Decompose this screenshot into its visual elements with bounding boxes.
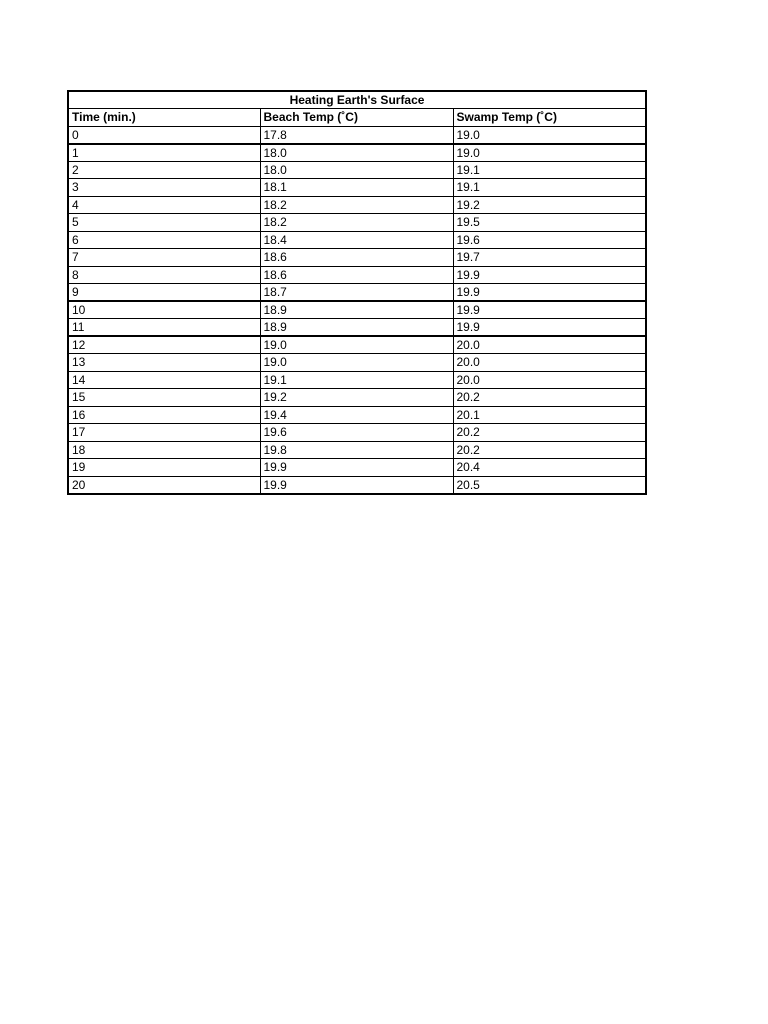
cell-time: 15 — [68, 389, 260, 407]
cell-swamp-temp: 19.9 — [453, 266, 646, 284]
cell-time: 2 — [68, 161, 260, 179]
cell-beach-temp: 19.1 — [260, 371, 453, 389]
cell-swamp-temp: 19.0 — [453, 126, 646, 144]
cell-swamp-temp: 19.6 — [453, 231, 646, 249]
cell-beach-temp: 17.8 — [260, 126, 453, 144]
cell-time: 4 — [68, 196, 260, 214]
cell-swamp-temp: 20.2 — [453, 389, 646, 407]
cell-time: 16 — [68, 406, 260, 424]
cell-beach-temp: 18.9 — [260, 301, 453, 319]
cell-swamp-temp: 19.2 — [453, 196, 646, 214]
table-row — [68, 459, 646, 477]
cell-time: 12 — [68, 336, 260, 354]
table-row — [68, 144, 646, 162]
table-row — [68, 214, 646, 232]
table-row — [68, 424, 646, 442]
cell-beach-temp: 19.0 — [260, 354, 453, 372]
table-row — [68, 266, 646, 284]
cell-beach-temp: 18.2 — [260, 196, 453, 214]
cell-swamp-temp: 19.9 — [453, 284, 646, 302]
column-header-beach-temp: Beach Temp (˚C) — [260, 109, 453, 127]
cell-swamp-temp: 19.5 — [453, 214, 646, 232]
cell-beach-temp: 18.6 — [260, 249, 453, 267]
cell-time: 17 — [68, 424, 260, 442]
cell-swamp-temp: 20.0 — [453, 354, 646, 372]
table-header — [68, 91, 646, 126]
cell-beach-temp: 19.9 — [260, 476, 453, 494]
cell-beach-temp: 18.0 — [260, 144, 453, 162]
column-header-swamp-temp: Swamp Temp (˚C) — [453, 109, 646, 127]
table-row — [68, 319, 646, 337]
table-row — [68, 371, 646, 389]
column-header-row — [68, 109, 646, 127]
table-row — [68, 231, 646, 249]
table-row — [68, 389, 646, 407]
table-row — [68, 179, 646, 197]
cell-time: 19 — [68, 459, 260, 477]
cell-time: 6 — [68, 231, 260, 249]
cell-swamp-temp: 19.7 — [453, 249, 646, 267]
title-row — [68, 91, 646, 109]
cell-swamp-temp: 20.1 — [453, 406, 646, 424]
cell-time: 0 — [68, 126, 260, 144]
cell-swamp-temp: 19.9 — [453, 319, 646, 337]
cell-time: 11 — [68, 319, 260, 337]
table-row — [68, 126, 646, 144]
cell-time: 8 — [68, 266, 260, 284]
cell-time: 1 — [68, 144, 260, 162]
cell-swamp-temp: 20.2 — [453, 441, 646, 459]
column-header-time: Time (min.) — [68, 109, 260, 127]
table-title: Heating Earth's Surface — [68, 91, 646, 109]
data-table — [67, 90, 647, 495]
cell-beach-temp: 19.2 — [260, 389, 453, 407]
table-row — [68, 249, 646, 267]
table-row — [68, 406, 646, 424]
cell-swamp-temp: 19.0 — [453, 144, 646, 162]
cell-beach-temp: 18.9 — [260, 319, 453, 337]
cell-time: 20 — [68, 476, 260, 494]
cell-beach-temp: 18.7 — [260, 284, 453, 302]
table-row — [68, 161, 646, 179]
cell-time: 14 — [68, 371, 260, 389]
cell-time: 9 — [68, 284, 260, 302]
cell-beach-temp: 19.4 — [260, 406, 453, 424]
cell-swamp-temp: 20.0 — [453, 371, 646, 389]
cell-swamp-temp: 20.2 — [453, 424, 646, 442]
table-row — [68, 354, 646, 372]
cell-time: 7 — [68, 249, 260, 267]
cell-beach-temp: 19.8 — [260, 441, 453, 459]
cell-time: 18 — [68, 441, 260, 459]
cell-beach-temp: 18.0 — [260, 161, 453, 179]
cell-beach-temp: 18.1 — [260, 179, 453, 197]
cell-time: 3 — [68, 179, 260, 197]
table-row — [68, 301, 646, 319]
cell-swamp-temp: 20.4 — [453, 459, 646, 477]
cell-beach-temp: 19.9 — [260, 459, 453, 477]
cell-time: 13 — [68, 354, 260, 372]
cell-swamp-temp: 20.5 — [453, 476, 646, 494]
cell-swamp-temp: 19.9 — [453, 301, 646, 319]
cell-beach-temp: 18.4 — [260, 231, 453, 249]
table-row — [68, 284, 646, 302]
cell-time: 10 — [68, 301, 260, 319]
cell-swamp-temp: 19.1 — [453, 179, 646, 197]
cell-beach-temp: 19.6 — [260, 424, 453, 442]
cell-beach-temp: 18.2 — [260, 214, 453, 232]
table-row — [68, 336, 646, 354]
cell-beach-temp: 19.0 — [260, 336, 453, 354]
cell-swamp-temp: 20.0 — [453, 336, 646, 354]
table-row — [68, 196, 646, 214]
table-row — [68, 476, 646, 494]
cell-time: 5 — [68, 214, 260, 232]
cell-swamp-temp: 19.1 — [453, 161, 646, 179]
table-row — [68, 441, 646, 459]
table-body — [68, 126, 646, 494]
cell-beach-temp: 18.6 — [260, 266, 453, 284]
